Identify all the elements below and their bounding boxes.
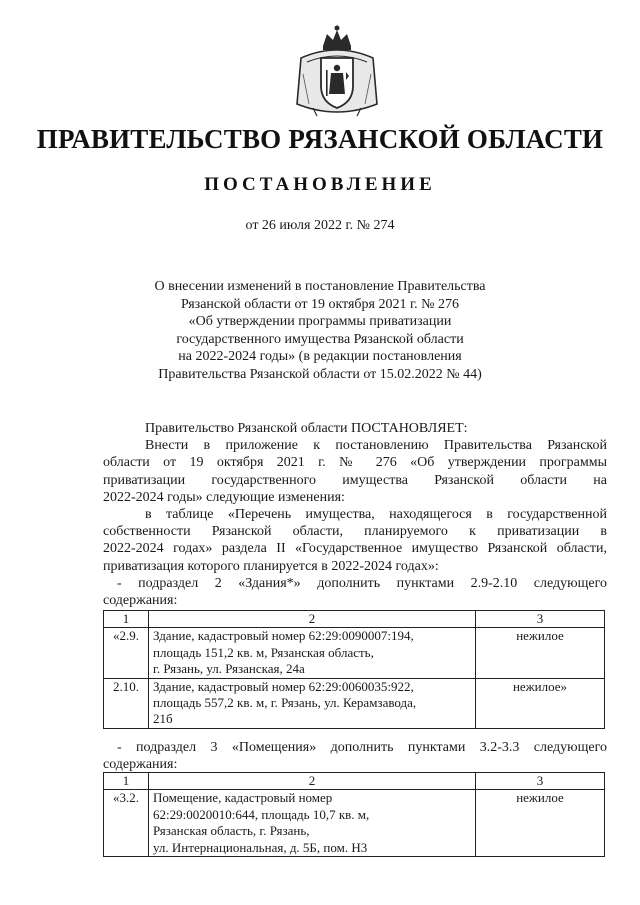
item-description: Здание, кадастровый номер 62:29:0090007:194, площадь 151,2 кв. м, Рязанская область, г. Рязань, ул. Рязанская, 24а: [149, 628, 476, 678]
column-header: 1: [104, 773, 149, 790]
subsection2-line: - подраздел 2 «Здания*» дополнить пунктами 2.9-2.10 следующего: [117, 575, 607, 591]
item-number: «2.9.: [104, 628, 149, 678]
column-header: 3: [476, 611, 605, 628]
column-header: 2: [149, 773, 476, 790]
item-type: нежилое: [476, 628, 605, 678]
coat-of-arms-emblem: [293, 24, 381, 120]
item-description: Здание, кадастровый номер 62:29:0060035:922, площадь 557,2 кв. м, г. Рязань, ул. Керамзавода, 21б: [149, 678, 476, 728]
document-type: ПОСТАНОВЛЕНИЕ: [204, 174, 436, 195]
para2-line: в таблице «Перечень имущества, находящегося в государственной: [145, 507, 607, 523]
item-number: «3.2.: [104, 790, 149, 857]
subsection3-line: содержания:: [103, 757, 178, 773]
subject-line: Правительства Рязанской области от 15.02.2022 № 44): [158, 366, 482, 382]
table-row: [104, 678, 605, 728]
para2-line: приватизация которого планируется в 2022-2024 годах»:: [103, 558, 439, 574]
government-title: ПРАВИТЕЛЬСТВО РЯЗАНСКОЙ ОБЛАСТИ: [36, 124, 604, 154]
resolution-body: [103, 420, 607, 609]
column-header: 3: [476, 773, 605, 790]
para1-line: приватизации государственного имущества Рязанской области на: [103, 472, 607, 488]
date-number: от 26 июля 2022 г. № 274: [245, 218, 395, 233]
subsection2-line: содержания:: [103, 593, 178, 609]
para1-line: 2022-2024 годы» следующие изменения:: [103, 489, 345, 505]
table-header-row: [104, 773, 605, 790]
resolution-subject: [100, 278, 540, 384]
intro-line: Правительство Рязанской области ПОСТАНОВЛЯЕТ:: [145, 421, 468, 436]
subject-line: О внесении изменений в постановление Правительства: [154, 279, 486, 294]
table-row: [104, 628, 605, 678]
item-description: Помещение, кадастровый номер 62:29:0020010:644, площадь 10,7 кв. м, Рязанская область, г. Рязань, ул. Интернациональная, д. 5Б, пом. Н3: [149, 790, 476, 857]
subject-line: государственного имущества Рязанской области: [176, 331, 464, 347]
column-header: 1: [104, 611, 149, 628]
buildings-table: [103, 610, 605, 729]
crown-icon: [323, 26, 351, 51]
subject-line: на 2022-2024 годы» (в редакции постановления: [178, 349, 462, 365]
para2-line: 2022-2024 годах» раздела II «Государственное имущество Рязанской области,: [103, 541, 607, 557]
premises-table: [103, 772, 605, 857]
para2-line: собственности Рязанской области, планируемого к приватизации в: [103, 524, 607, 540]
table-header-row: [104, 611, 605, 628]
para1-line: Внести в приложение к постановлению Правительства Рязанской: [145, 438, 607, 454]
subsection3-intro: [103, 739, 607, 773]
subsection3-line: - подраздел 3 «Помещения» дополнить пунктами 3.2-3.3 следующего: [117, 740, 607, 755]
subject-line: Рязанской области от 19 октября 2021 г. № 276: [180, 296, 460, 312]
subject-line: «Об утверждении программы приватизации: [188, 314, 452, 330]
item-type: нежилое: [476, 790, 605, 857]
item-number: 2.10.: [104, 678, 149, 728]
table-row: [104, 790, 605, 857]
column-header: 2: [149, 611, 476, 628]
item-type: нежилое»: [476, 678, 605, 728]
para1-line: области от 19 октября 2021 г. № 276 «Об утверждении программы: [103, 455, 607, 471]
